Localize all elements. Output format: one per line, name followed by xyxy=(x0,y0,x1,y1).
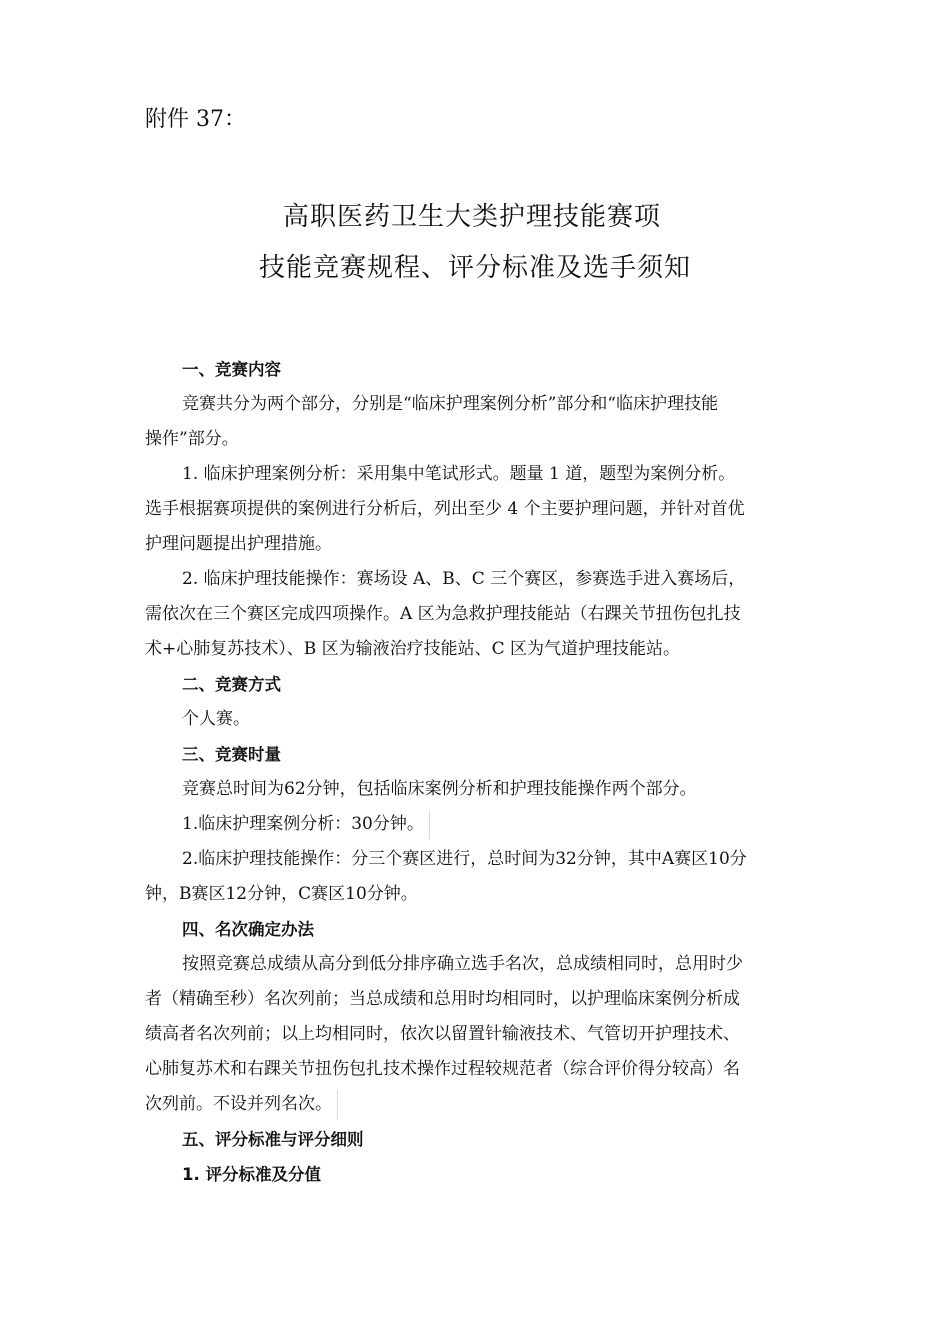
paragraph-line: 心肺复苏术和右踝关节扭伤包扎技术操作过程较规范者（综合评价得分较高）名 xyxy=(145,1059,740,1079)
attachment-label: 附件 37： xyxy=(145,107,246,132)
cursor-mark xyxy=(428,810,430,839)
paragraph-line: 操作”部分。 xyxy=(145,429,239,449)
section-heading-2: 二、竞赛方式 xyxy=(182,675,281,694)
paragraph-line: 钟，B赛区12分钟，C赛区10分钟。 xyxy=(145,884,418,904)
document-body xyxy=(145,352,817,1192)
section-heading-1: 一、竞赛内容 xyxy=(182,360,281,379)
paragraph-line: 者（精确至秒）名次列前；当总成绩和总用时均相同时，以护理临床案例分析成 xyxy=(145,989,740,1009)
paragraph-text: 次列前。不设并列名次。 xyxy=(145,1094,332,1114)
paragraph-line: 按照竞赛总成绩从高分到低分排序确立选手名次，总成绩相同时，总用时少 xyxy=(182,954,743,974)
section-heading-4: 四、名次确定办法 xyxy=(182,920,314,939)
paragraph-line: 1. 临床护理案例分析：采用集中笔试形式。题量 1 道，题型为案例分析。 xyxy=(182,464,736,484)
section-heading-5: 五、评分标准与评分细则 xyxy=(182,1130,364,1149)
paragraph-line xyxy=(145,807,817,842)
document-title-line-2: 技能竞赛规程、评分标准及选手须知 xyxy=(258,253,691,283)
paragraph-line: 护理问题提出护理措施。 xyxy=(145,534,332,554)
paragraph-line: 竞赛总时间为62分钟，包括临床案例分析和护理技能操作两个部分。 xyxy=(182,779,697,799)
paragraph-line: 需依次在三个赛区完成四项操作。A 区为急救护理技能站（右踝关节扭伤包扎技 xyxy=(145,604,741,624)
paragraph-line: 绩高者名次列前；以上均相同时，依次以留置针输液技术、气管切开护理技术、 xyxy=(145,1024,740,1044)
paragraph-line: 选手根据赛项提供的案例进行分析后，列出至少 4 个主要护理问题，并针对首优 xyxy=(145,499,745,519)
paragraph-line xyxy=(145,1087,817,1122)
paragraph-line: 2.临床护理技能操作：分三个赛区进行，总时间为32分钟，其中A赛区10分 xyxy=(182,849,747,869)
section-heading-3: 三、竞赛时量 xyxy=(182,745,281,764)
paragraph-text: 1.临床护理案例分析：30分钟。 xyxy=(182,814,424,834)
document-title-line-1: 高职医药卫生大类护理技能赛项 xyxy=(282,202,661,232)
paragraph-line: 个人赛。 xyxy=(182,709,250,729)
paragraph-line: 术+心肺复苏技术）、B 区为输液治疗技能站、C 区为气道护理技能站。 xyxy=(145,639,681,659)
paragraph-line: 2. 临床护理技能操作：赛场设 A、B、C 三个赛区，参赛选手进入赛场后， xyxy=(182,569,746,589)
cursor-mark xyxy=(336,1090,338,1119)
paragraph-line: 竞赛共分为两个部分，分别是“临床护理案例分析”部分和“临床护理技能 xyxy=(182,394,719,414)
subsection-heading: 1. 评分标准及分值 xyxy=(182,1165,321,1184)
